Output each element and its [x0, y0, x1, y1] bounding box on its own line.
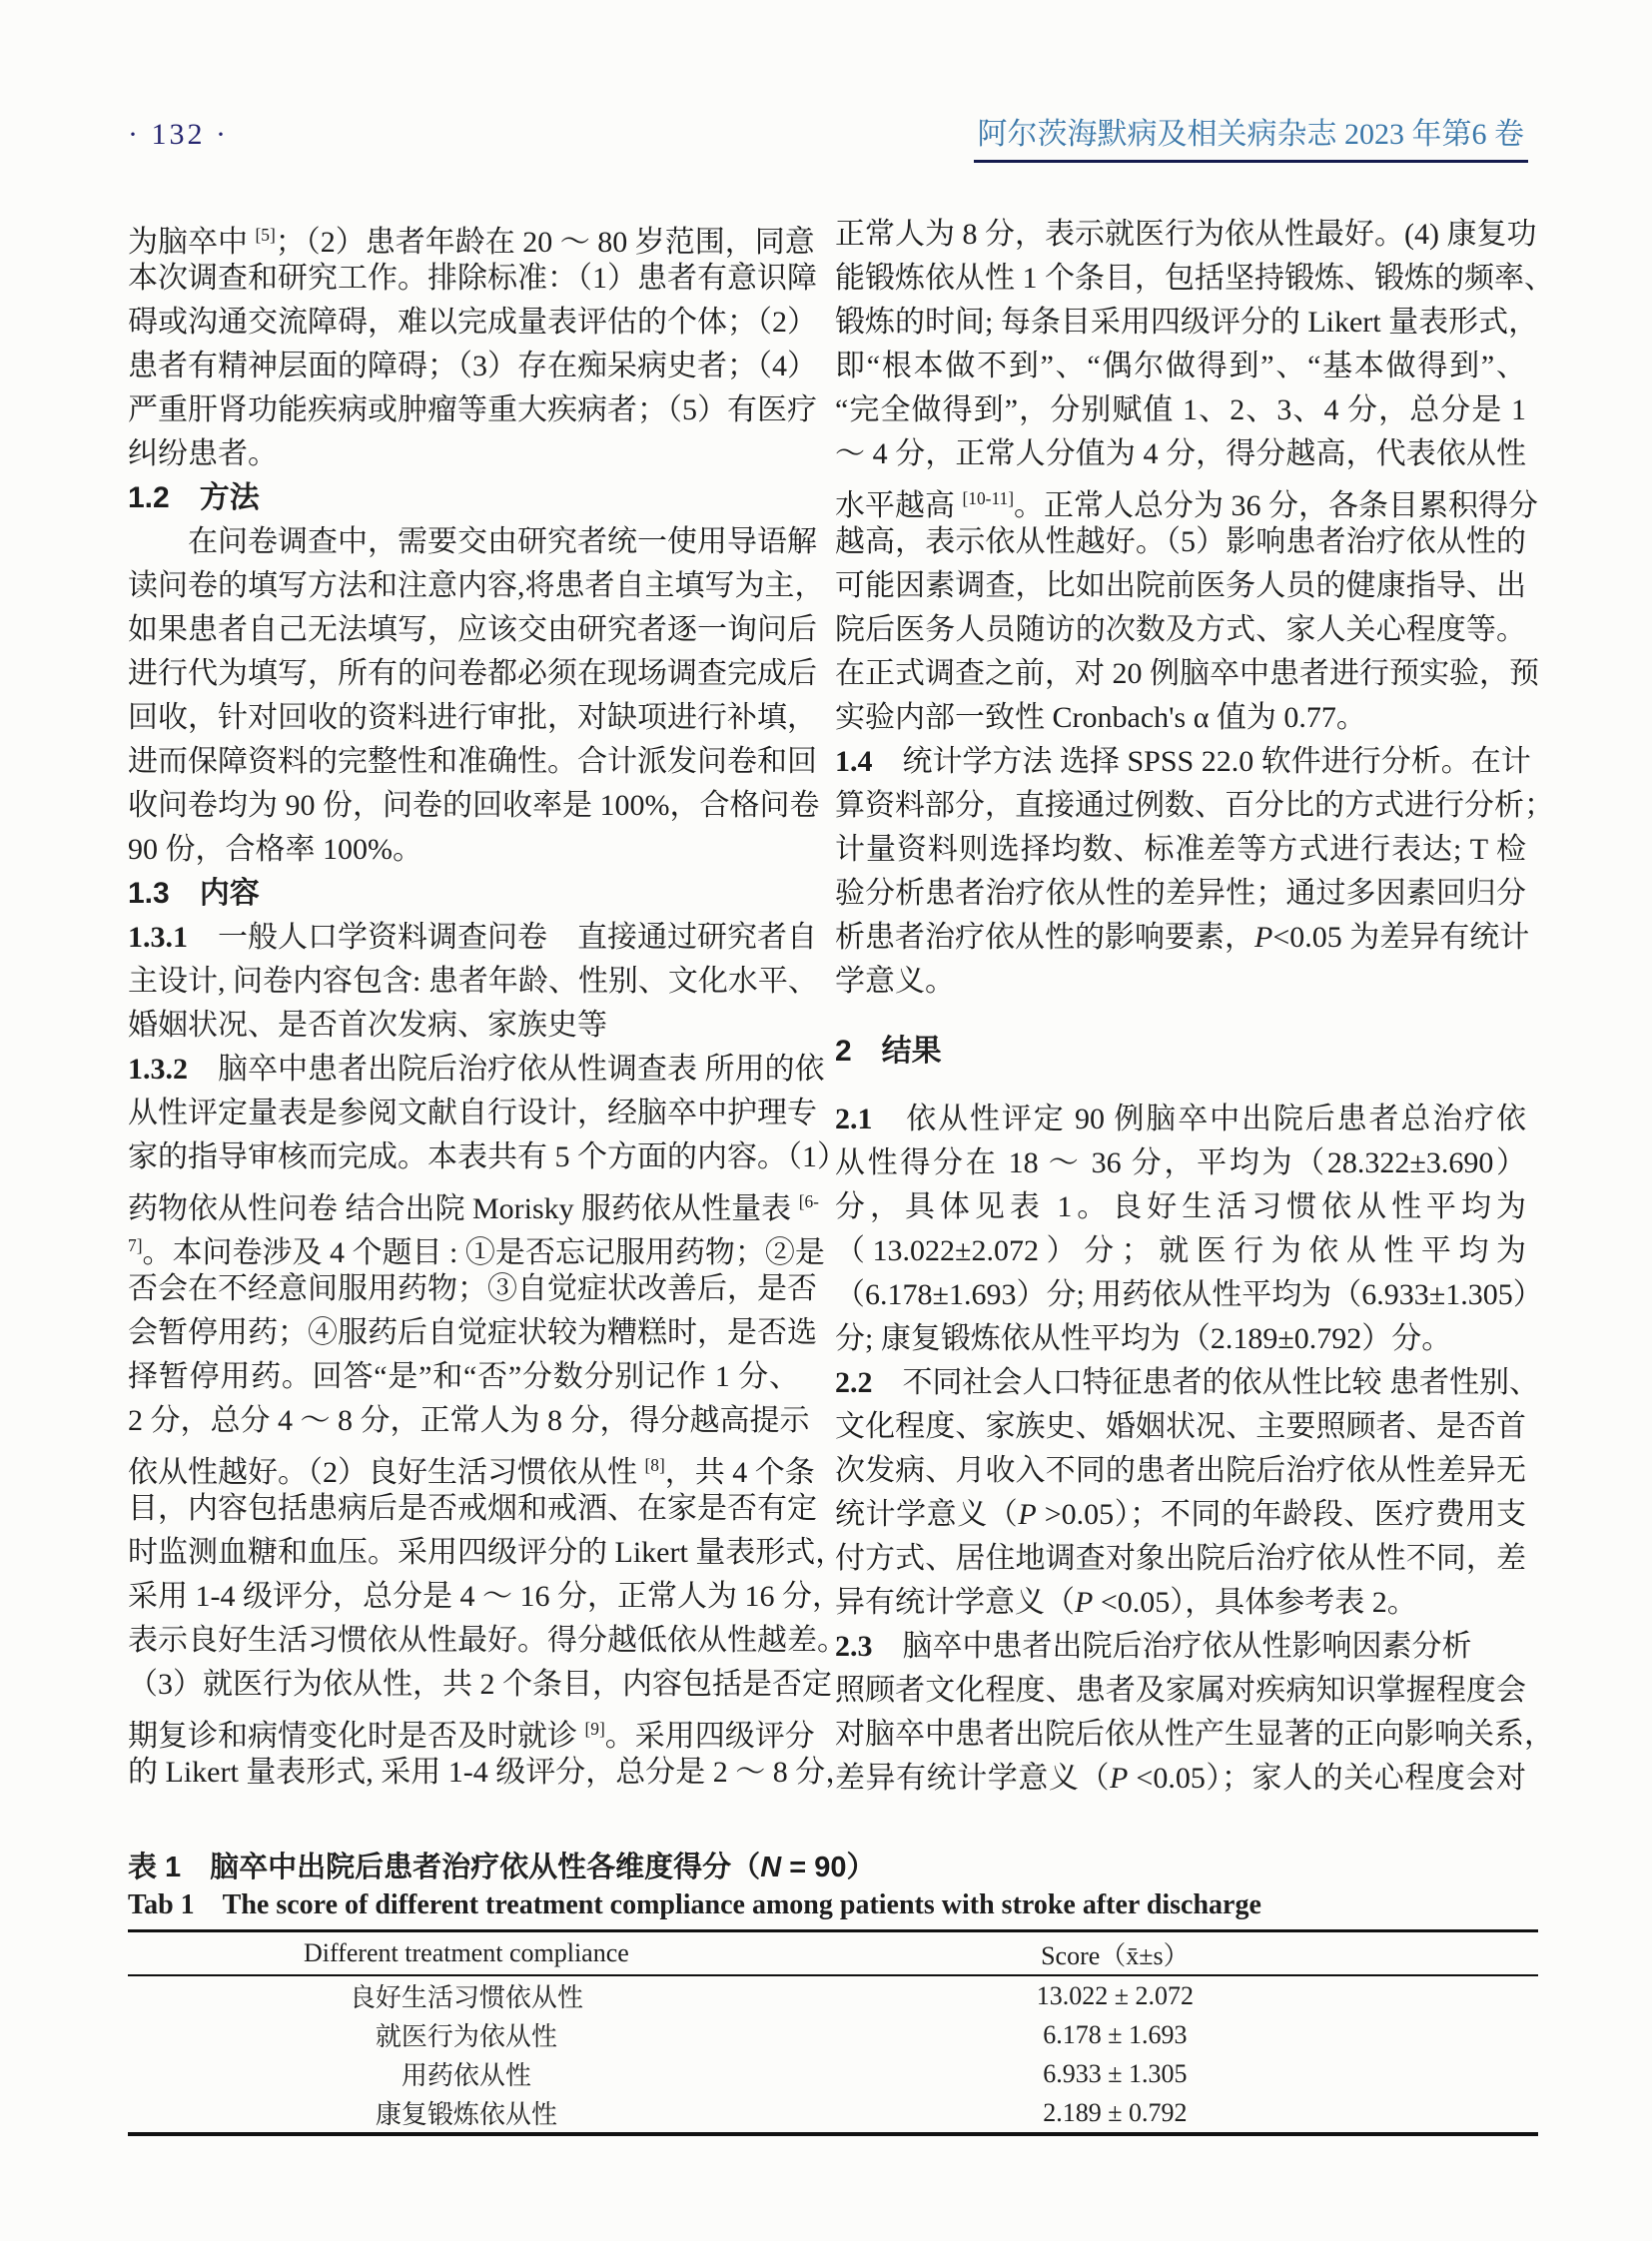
text-line: [128, 257, 817, 301]
text-segment: 次发病、月收入不同的患者出院后治疗依从性差异无: [835, 1454, 1526, 1487]
text-line: [835, 652, 1539, 696]
running-head: [128, 118, 1528, 163]
table-cell-score: 6.933 ± 1.305: [1043, 2058, 1188, 2088]
text-line: [128, 652, 817, 696]
text-line: [835, 301, 1539, 345]
text-segment: ～ 4 分，正常人分值为 4 分，得分越高，代表依从性: [835, 437, 1526, 470]
text-line: [835, 520, 1526, 564]
text-segment: 。采用四级评分: [604, 1720, 815, 1753]
text-line: [835, 696, 1526, 740]
table-header-row: [128, 1932, 1538, 1974]
text-segment: 依从性越好。（2）良好生活习惯依从性: [128, 1456, 645, 1489]
text-segment: 2 分，总分 4 ～ 8 分，正常人为 8 分，得分越高提示: [128, 1404, 810, 1437]
text-segment: 期复诊和病情变化时是否及时就诊: [128, 1720, 585, 1753]
text-line: [835, 1713, 1554, 1757]
text-line: [128, 828, 799, 872]
text-line: [835, 960, 1526, 1004]
text-line: [835, 1229, 1526, 1273]
text-segment: 的 Likert 量表形式, 采用 1-4 级评分，总分是 2 ～ 8 分，: [128, 1756, 856, 1789]
text-segment: 付方式、居住地调查对象出院后治疗依从性不同，差: [835, 1542, 1526, 1575]
text-line: [128, 213, 815, 259]
text-line: [835, 1273, 1543, 1317]
text-line: [128, 1092, 817, 1135]
text-segment: 1.2 方法: [128, 481, 260, 514]
text-segment: 表示良好生活习惯依从性最好。得分越低依从性越差。: [128, 1624, 847, 1657]
text-line: [128, 1048, 825, 1092]
text-segment: 择暂停用药。回答“是”和“否”分数分别记作 1 分、: [128, 1360, 799, 1393]
text-line: [128, 1443, 815, 1489]
text-line: [128, 872, 799, 916]
text-segment: 统计学意义（: [835, 1498, 1019, 1531]
text-segment: 1.4: [835, 745, 873, 778]
text-line: [835, 1405, 1526, 1449]
text-segment: （6.178±1.693）分; 用药依从性平均为（6.933±1.305）: [835, 1278, 1543, 1311]
text-segment: 一般人口学资料调查问卷 直接通过研究者自: [188, 921, 817, 954]
text-line: [128, 1355, 799, 1399]
text-segment: 家的指导审核而完成。本表共有 5 个方面的内容。（1）: [128, 1140, 847, 1173]
text-line: [128, 1575, 842, 1619]
text-line: [835, 1493, 1526, 1537]
text-segment: P: [1254, 921, 1273, 954]
text-segment: 2.3: [835, 1630, 873, 1663]
text-line: [835, 608, 1526, 652]
text-line: [128, 608, 817, 652]
text-line: [835, 432, 1526, 476]
text-segment: P: [1110, 1762, 1129, 1795]
text-segment: ；（2）患者年龄在 20 ～ 80 岁范围，同意: [275, 226, 815, 259]
text-line: [128, 1663, 832, 1707]
text-line: [128, 432, 799, 476]
text-line: [128, 1487, 817, 1531]
text-segment: [8]: [644, 1455, 665, 1475]
text-segment: ，共 4 个条: [664, 1456, 815, 1489]
text-segment: 本次调查和研究工作。排除标准：（1）患者有意识障: [128, 262, 817, 295]
text-line: [835, 740, 1531, 784]
text-line: [128, 1223, 825, 1269]
text-segment: 会暂停用药；④服药后自觉症状较为糟糕时，是否选: [128, 1316, 817, 1349]
text-segment: 纠纷患者。: [128, 437, 278, 470]
text-segment: 学意义。: [835, 965, 955, 998]
text-segment: 2.1: [835, 1103, 873, 1135]
text-segment: 即“根本做不到”、“偶尔做得到”、“基本做得到”、: [835, 350, 1526, 382]
text-segment: 能锻炼依从性 1 个条目，包括坚持锻炼、锻炼的频率、: [835, 262, 1554, 295]
text-line: [128, 740, 817, 784]
table-cell-score: 13.022 ± 2.072: [1036, 1980, 1195, 2010]
text-segment: 。正常人总分为 36 分，各条目累积得分: [1014, 489, 1539, 522]
text-segment: 算资料部分，直接通过例数、百分比的方式进行分析；: [835, 789, 1554, 822]
text-segment: [9]: [584, 1719, 605, 1739]
table-row: [128, 1976, 1538, 2015]
table-row: [128, 2054, 1538, 2093]
text-line: [835, 916, 1530, 960]
text-segment: 可能因素调查，比如出院前医务人员的健康指导、出: [835, 569, 1526, 602]
text-line: [835, 213, 1537, 257]
text-segment: 1.3.2: [128, 1053, 188, 1086]
text-line: [835, 476, 1539, 522]
table-caption-en: Tab 1 The score of different treatment compliance among patients with stroke after discharge: [128, 1889, 1261, 1920]
text-segment: 照顾者文化程度、患者及家属对疾病知识掌握程度会: [835, 1674, 1526, 1707]
article-body: [128, 213, 1554, 1801]
article-right-column: [835, 213, 1554, 1801]
text-segment: 统计学方法 选择 SPSS 22.0 软件进行分析。在计: [872, 745, 1531, 778]
text-segment: 水平越高: [835, 489, 963, 522]
table-cell-compliance: 就医行为依从性: [375, 2022, 557, 2051]
text-line: [128, 1707, 815, 1753]
text-segment: 为脑卒中: [128, 226, 256, 259]
text-segment: 实验内部一致性 Cronbach's α 值为 0.77。: [835, 701, 1366, 734]
text-line: [835, 1449, 1526, 1493]
text-segment: <0.05），具体参考表 2。: [1093, 1586, 1417, 1619]
text-line: [128, 960, 818, 1004]
text-line: [128, 1751, 856, 1795]
journal-title: 阿尔茨海默病及相关病杂志 2023 年第6 卷: [974, 118, 1529, 163]
text-line: [128, 1267, 817, 1311]
text-segment: 90 份，合格率 100%。: [128, 833, 422, 866]
text-line: [128, 388, 817, 432]
text-segment: P: [1075, 1586, 1094, 1619]
text-segment: 从性评定量表是参阅文献自行设计，经脑卒中护理专: [128, 1097, 817, 1129]
text-segment: 1.3.1: [128, 921, 188, 954]
table-cell-score: 6.178 ± 1.693: [1043, 2019, 1188, 2049]
table-row: [128, 2093, 1538, 2132]
table-bottom-rule: [128, 2132, 1538, 2136]
text-segment: 7]: [128, 1235, 143, 1255]
text-segment: 从性得分在 18 ～ 36 分，平均为（28.322±3.690）: [835, 1146, 1526, 1179]
text-line: [128, 1311, 817, 1355]
text-segment: 2 结果: [835, 1035, 942, 1068]
text-segment: = 90）: [781, 1852, 876, 1883]
text-segment: 严重肝肾功能疾病或肿瘤等重大疾病者；（5）有医疗: [128, 393, 817, 426]
text-line: [835, 1030, 1526, 1074]
text-segment: P: [1018, 1498, 1037, 1531]
text-segment: 析患者治疗依从性的影响要素，: [835, 921, 1254, 954]
table-cell-score: 2.189 ± 0.792: [1043, 2097, 1188, 2127]
text-line: [835, 1317, 1526, 1361]
text-line: [128, 1004, 799, 1048]
text-segment: 脑卒中患者出院后治疗依从性调查表 所用的依: [188, 1053, 825, 1086]
table-header-compliance: Different treatment compliance: [303, 1938, 629, 1967]
table-header-score: Score（x̄±s）: [1041, 1940, 1190, 1970]
text-segment: 不同社会人口特征患者的依从性比较 患者性别、: [872, 1366, 1539, 1399]
text-segment: 异有统计学意义（: [835, 1586, 1075, 1619]
text-line: [835, 1185, 1526, 1229]
text-segment: N: [760, 1852, 782, 1883]
text-line: [128, 301, 817, 345]
text-segment: 在问卷调查中，需要交由研究者统一使用导语解: [188, 525, 817, 558]
text-segment: 分; 康复锻炼依从性平均为（2.189±0.792）分。: [835, 1322, 1452, 1355]
text-segment: 正常人为 8 分，表示就医行为依从性最好。(4) 康复功: [835, 218, 1537, 251]
text-segment: <0.05）；家人的关心程度会对: [1128, 1762, 1527, 1795]
text-segment: >0.05）；不同的年龄段、医疗费用支: [1036, 1498, 1526, 1531]
text-segment: 如果患者自己无法填写，应该交由研究者逐一询问后: [128, 613, 817, 646]
text-segment: （3）就医行为依从性，共 2 个条目，内容包括是否定: [128, 1668, 832, 1701]
text-segment: 分，具体见表 1。良好生活习惯依从性平均为: [835, 1190, 1526, 1223]
table-cell-compliance: 用药依从性: [401, 2061, 531, 2090]
table-cell-compliance: 康复锻炼依从性: [375, 2100, 557, 2129]
text-line: [835, 1098, 1526, 1141]
table-caption-zh: [128, 1848, 1538, 1887]
text-line: [128, 564, 825, 608]
text-line: [128, 1135, 847, 1179]
text-segment: 院后医务人员随访的次数及方式、家人关心程度等。: [835, 613, 1526, 646]
text-segment: [6-: [798, 1191, 819, 1211]
text-line: [835, 345, 1526, 388]
text-segment: 碍或沟通交流障碍，难以完成量表评估的个体；（2）: [128, 306, 817, 339]
page-number: · 132 ·: [128, 118, 229, 151]
text-line: [835, 257, 1554, 301]
text-line: [835, 784, 1554, 828]
text-segment: 读问卷的填写方法和注意内容,将患者自主填写为主，: [128, 569, 825, 602]
text-segment: 对脑卒中患者出院后依从性产生显著的正向影响关系，: [835, 1718, 1554, 1751]
text-line: [835, 1625, 1526, 1669]
text-line: [835, 872, 1526, 916]
text-segment: 锻炼的时间; 每条目采用四级评分的 Likert 量表形式，: [835, 306, 1539, 339]
text-line: [128, 1619, 847, 1663]
text-segment: 否会在不经意间服用药物；③自觉症状改善后，是否: [128, 1272, 817, 1305]
text-segment: 婚姻状况、是否首次发病、家族史等: [128, 1009, 607, 1042]
text-segment: 1.3 内容: [128, 877, 260, 910]
text-segment: 差异有统计学意义（: [835, 1762, 1111, 1795]
text-segment: 患者有精神层面的障碍；（3）存在痴呆病史者；（4）: [128, 350, 817, 382]
text-segment: 2.2: [835, 1366, 873, 1399]
text-segment: 验分析患者治疗依从性的差异性；通过多因素回归分: [835, 877, 1526, 910]
text-segment: 在正式调查之前，对 20 例脑卒中患者进行预实验，预: [835, 657, 1539, 690]
text-line: [128, 784, 820, 828]
text-line: [128, 1399, 810, 1443]
text-segment: 药物依从性问卷 结合出院 Morisky 服药依从性量表: [128, 1192, 799, 1225]
text-segment: 依从性评定 90 例脑卒中出院后患者总治疗依: [872, 1103, 1526, 1135]
text-segment: （13.022±2.072）分；就医行为依从性平均为: [835, 1234, 1526, 1267]
text-line: [128, 1531, 846, 1575]
text-line: [128, 1179, 819, 1225]
text-segment: <0.05 为差异有统计: [1272, 921, 1530, 954]
text-line: [835, 564, 1526, 608]
text-segment: 计量资料则选择均数、标准差等方式进行表达; T 检: [835, 833, 1526, 866]
text-segment: “完全做得到”，分别赋值 1、2、3、4 分，总分是 1: [835, 393, 1526, 426]
text-segment: 主设计, 问卷内容包含: 患者年龄、性别、文化水平、: [128, 965, 818, 998]
text-segment: 目，内容包括患病后是否戒烟和戒酒、在家是否有定: [128, 1492, 817, 1525]
text-line: [835, 1141, 1526, 1185]
text-segment: 采用 1-4 级评分，总分是 4 ～ 16 分，正常人为 16 分，: [128, 1580, 842, 1613]
text-line: [835, 1537, 1526, 1581]
text-segment: [5]: [255, 225, 276, 245]
text-segment: 进行代为填写，所有的问卷都必须在现场调查完成后: [128, 657, 817, 690]
text-segment: 收问卷均为 90 份，问卷的回收率是 100%，合格问卷: [128, 789, 820, 822]
table-body: [128, 1976, 1538, 2132]
table-1: [128, 1848, 1538, 2136]
text-line: [835, 1669, 1526, 1713]
text-segment: 。本问卷涉及 4 个题目 : ①是否忘记服用药物；②是: [142, 1236, 825, 1269]
text-line: [128, 916, 817, 960]
text-line: [128, 696, 817, 740]
text-segment: 回收，针对回收的资料进行审批，对缺项进行补填，: [128, 701, 817, 734]
text-segment: 脑卒中患者出院后治疗依从性影响因素分析: [872, 1630, 1472, 1663]
text-line: [835, 1361, 1539, 1405]
text-segment: 时监测血糖和血压。采用四级评分的 Likert 量表形式，: [128, 1536, 846, 1569]
text-line: [128, 520, 817, 564]
text-line: [835, 1581, 1526, 1625]
text-line: [128, 345, 817, 388]
table-row: [128, 2015, 1538, 2054]
text-segment: 表 1 脑卒中出院后患者治疗依从性各维度得分（: [128, 1852, 761, 1883]
text-line: [835, 388, 1526, 432]
text-line: [835, 1757, 1526, 1801]
text-line: [835, 828, 1526, 872]
text-segment: 文化程度、家族史、婚姻状况、主要照顾者、是否首: [835, 1410, 1526, 1443]
text-segment: 越高，表示依从性越好。（5）影响患者治疗依从性的: [835, 525, 1526, 558]
table-cell-compliance: 良好生活习惯依从性: [349, 1983, 583, 2012]
text-segment: 进而保障资料的完整性和准确性。合计派发问卷和回: [128, 745, 817, 778]
text-line: [128, 476, 799, 520]
text-segment: [10-11]: [962, 488, 1015, 508]
